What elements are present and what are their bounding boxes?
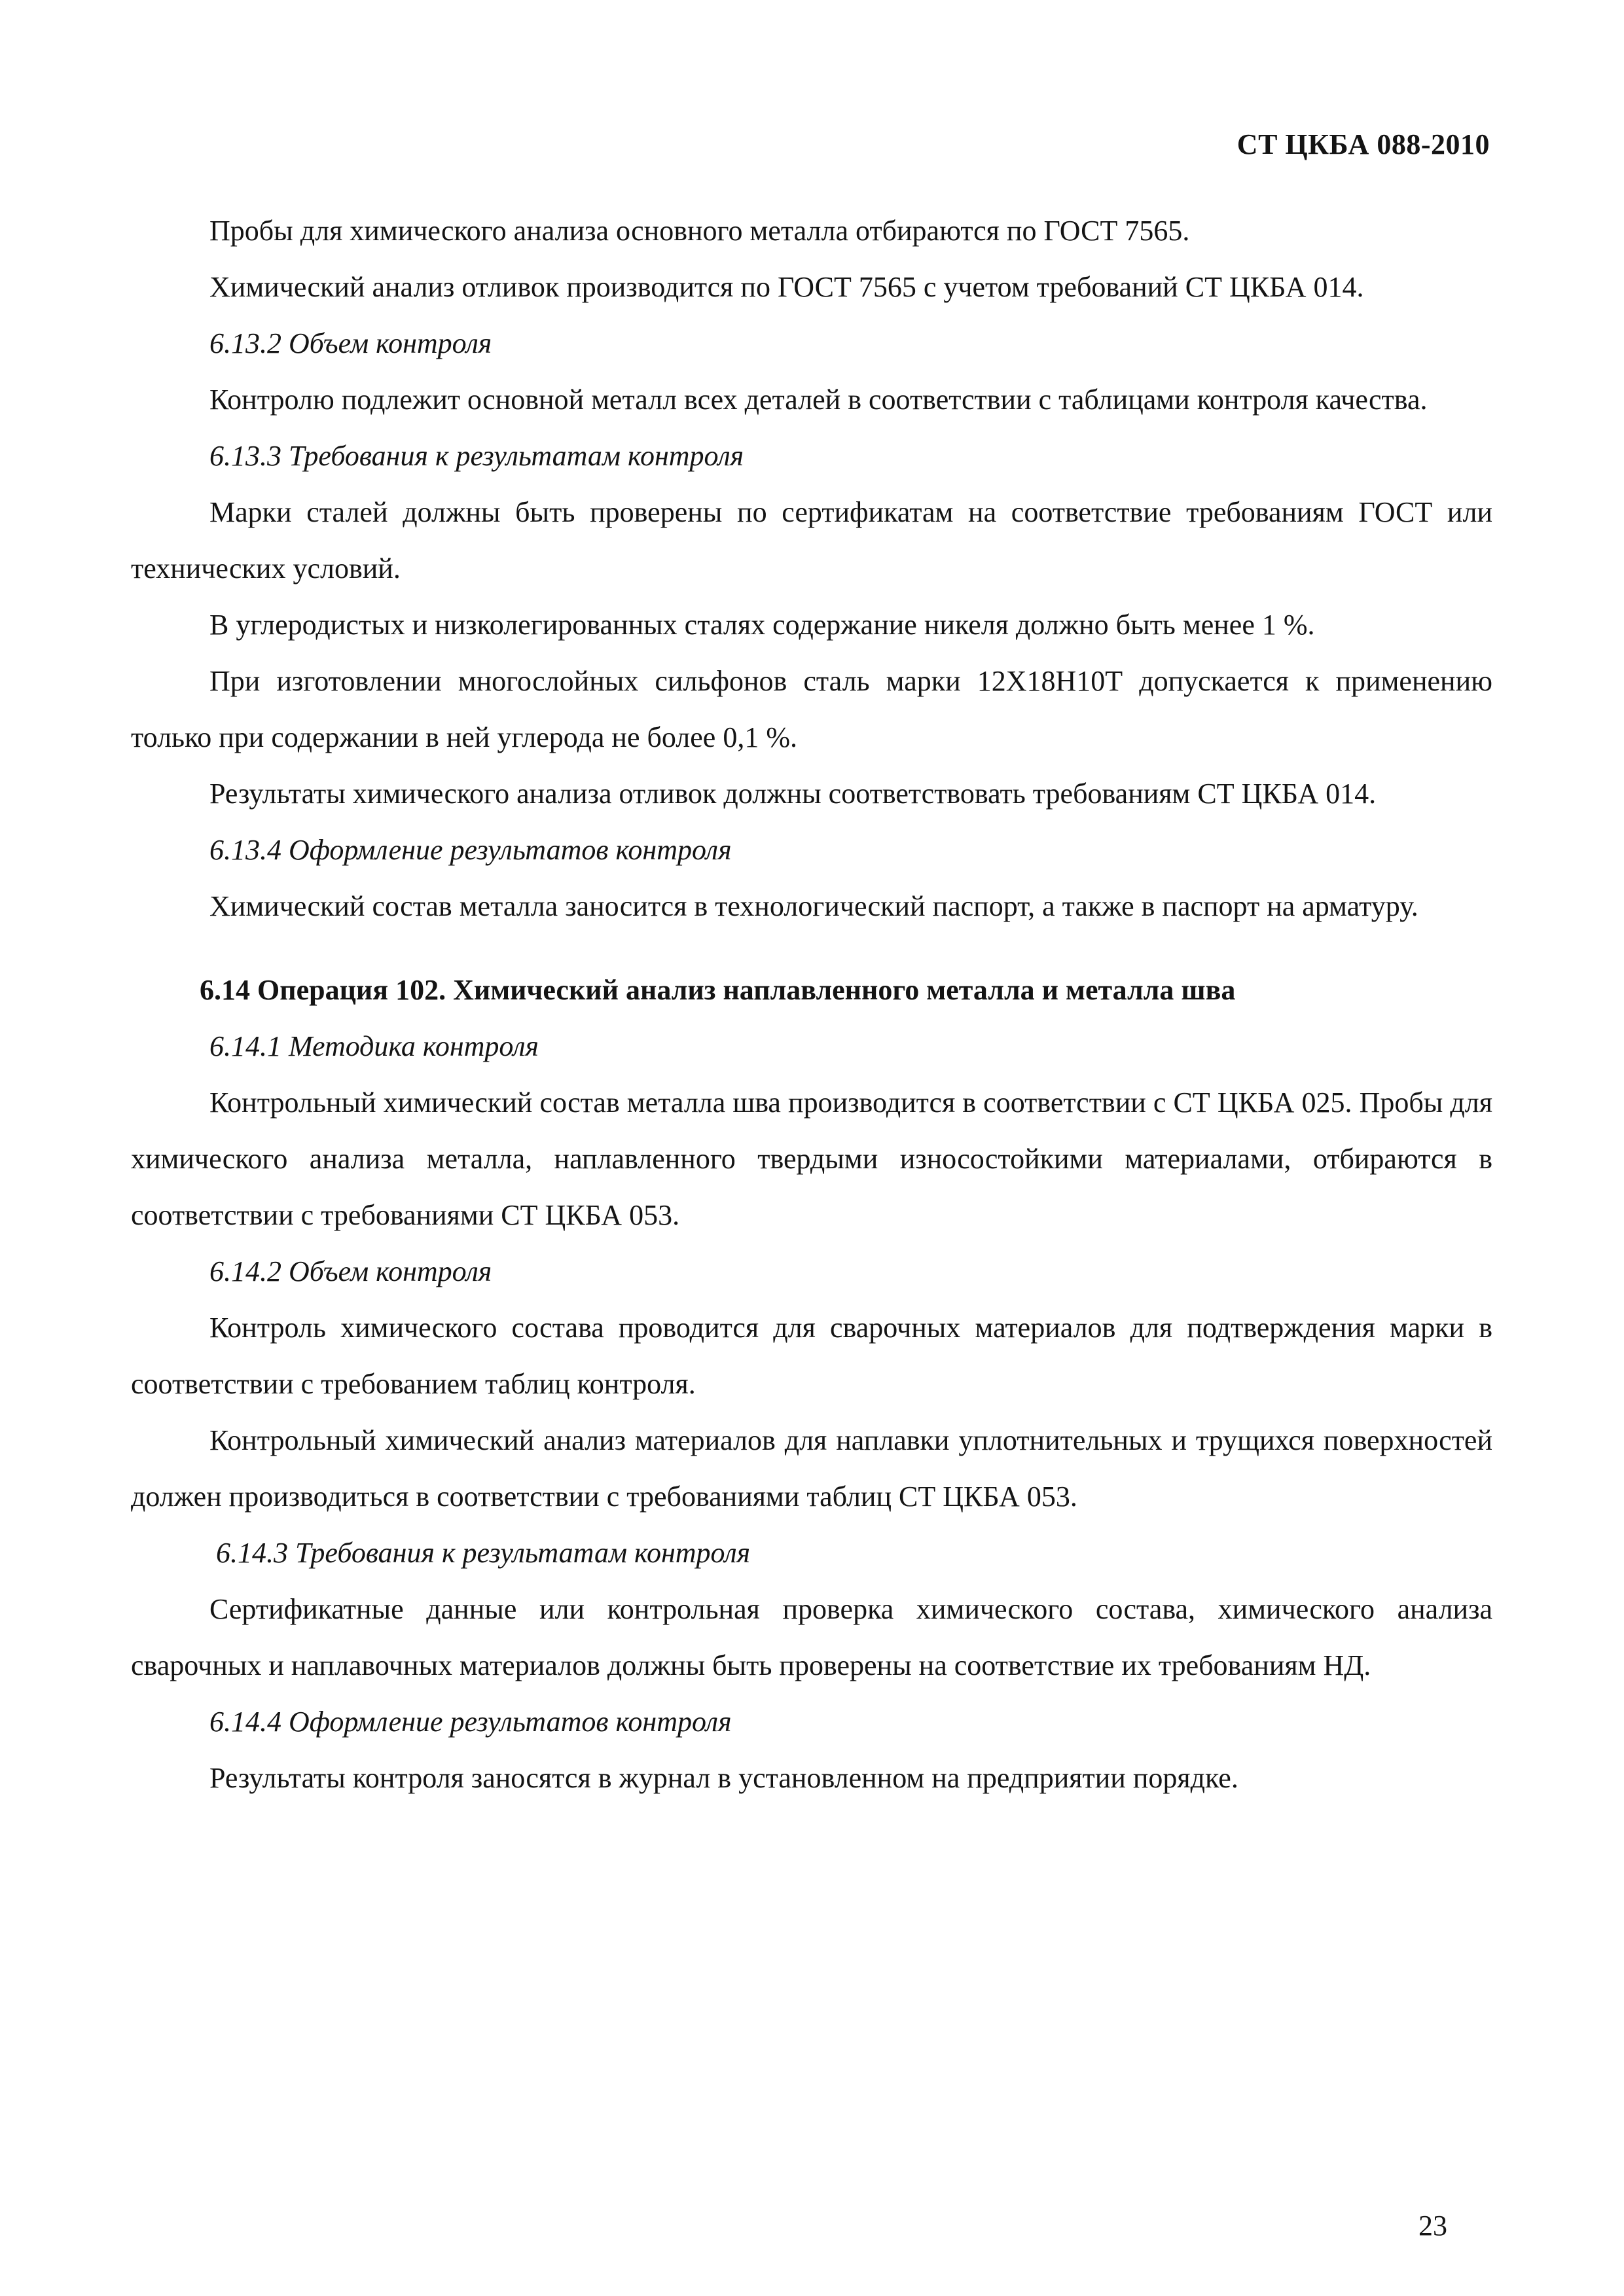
- subsection-heading: 6.14.2 Объем контроля: [209, 1255, 492, 1287]
- subsection-heading: 6.13.3 Требования к результатам контроля: [209, 440, 744, 472]
- subsection-heading: 6.14.4 Оформление результатов контроля: [209, 1706, 732, 1738]
- paragraph: Результаты химического анализа отливок должны соответствовать требованиям СТ ЦКБА 014.: [209, 778, 1377, 810]
- paragraph: В углеродистых и низколегированных сталях содержание никеля должно быть менее 1 %.: [209, 609, 1315, 641]
- document-code-header: СТ ЦКБА 088-2010: [1236, 128, 1490, 160]
- paragraph: Контрольный химический анализ материалов для наплавки уплотнительных и трущихся поверхностей должен производиться в соответствии с требованиями таблиц СТ ЦКБА 053.: [131, 1424, 1492, 1513]
- paragraph: При изготовлении многослойных сильфонов сталь марки 12Х18Н10Т допускается к применению только при содержании в ней углерода не более 0,1 %.: [131, 665, 1492, 753]
- paragraph: Химический состав металла заносится в технологический паспорт, а также в паспорт на арматуру.: [209, 890, 1418, 922]
- paragraph: Марки сталей должны быть проверены по сертификатам на соответствие требованиям ГОСТ или технических условий.: [131, 496, 1492, 584]
- subsection-heading: 6.14.1 Методика контроля: [209, 1030, 539, 1062]
- section-heading: 6.14 Операция 102. Химический анализ наплавленного металла и металла шва: [200, 974, 1236, 1006]
- paragraph: Контроль химического состава проводится для сварочных материалов для подтверждения марки в соответствии с требованием таблиц контроля.: [131, 1312, 1492, 1400]
- page-number: 23: [1418, 2210, 1447, 2242]
- subsection-heading: 6.13.2 Объем контроля: [209, 327, 492, 359]
- subsection-heading: 6.13.4 Оформление результатов контроля: [209, 834, 732, 866]
- paragraph: Химический анализ отливок производится по ГОСТ 7565 с учетом требований СТ ЦКБА 014.: [209, 271, 1364, 303]
- paragraph: Контрольный химический состав металла шва производится в соответствии с СТ ЦКБА 025. Пробы для химического анализа металла, наплавленного твердыми износостойкими материалами, отбираются в соответствии с требованиями СТ ЦКБА 053.: [131, 1086, 1492, 1231]
- paragraph: Сертификатные данные или контрольная проверка химического состава, химического анализа сварочных и наплавочных материалов должны быть проверены на соответствие их требованиям НД.: [131, 1593, 1492, 1681]
- paragraph: Контролю подлежит основной металл всех деталей в соответствии с таблицами контроля качества.: [209, 384, 1428, 416]
- subsection-heading: 6.14.3 Требования к результатам контроля: [216, 1537, 751, 1569]
- paragraph: Результаты контроля заносятся в журнал в установленном на предприятии порядке.: [209, 1762, 1238, 1794]
- document-body: [131, 203, 1492, 1806]
- paragraph: Пробы для химического анализа основного металла отбираются по ГОСТ 7565.: [209, 215, 1190, 247]
